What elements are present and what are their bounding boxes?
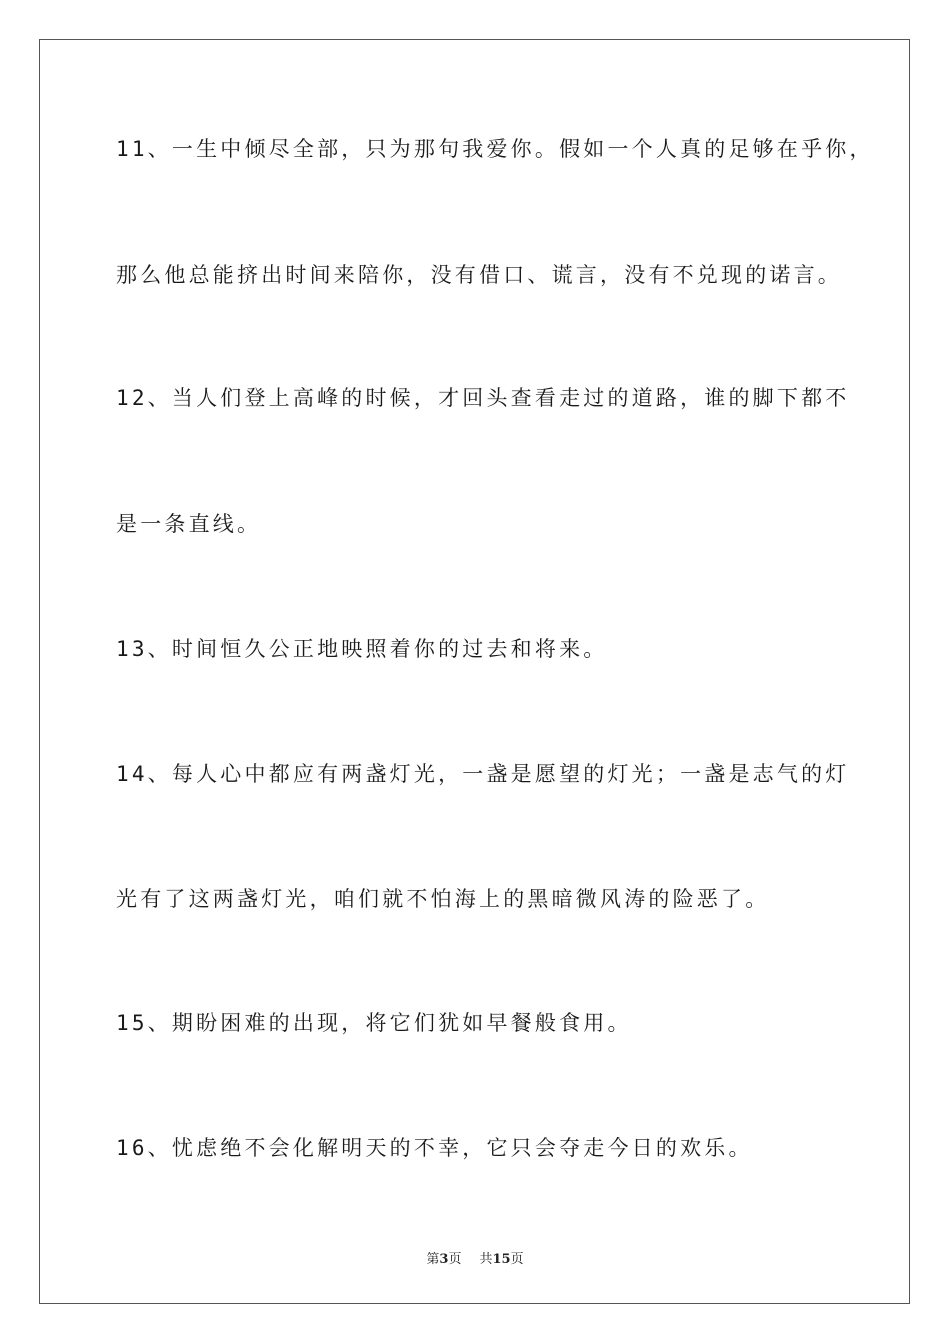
text-line: 16、忧虑绝不会化解明天的不幸，它只会夺走今日的欢乐。 (116, 1136, 753, 1160)
text-line: 14、每人心中都应有两盏灯光，一盏是愿望的灯光；一盏是志气的灯 (116, 762, 850, 786)
page-footer (0, 1248, 950, 1267)
page-number: 3 (439, 1252, 449, 1267)
text-line: 15、期盼困难的出现，将它们犹如早餐般食用。 (116, 1011, 632, 1035)
page-suffix: 页 (448, 1252, 462, 1267)
text-line: 11、一生中倾尽全部，只为那句我爱你。假如一个人真的足够在乎你， (116, 137, 874, 161)
total-prefix: 共 (479, 1252, 493, 1267)
text-line: 12、当人们登上高峰的时候，才回头查看走过的道路，谁的脚下都不 (116, 386, 850, 410)
text-line: 13、时间恒久公正地映照着你的过去和将来。 (116, 637, 608, 661)
text-line: 那么他总能挤出时间来陪你，没有借口、谎言，没有不兑现的诺言。 (116, 263, 842, 287)
total-suffix: 页 (510, 1252, 524, 1267)
page-border (39, 39, 910, 1304)
text-line: 是一条直线。 (116, 512, 262, 536)
text-line: 光有了这两盏灯光，咱们就不怕海上的黑暗微风涛的险恶了。 (116, 887, 770, 911)
page-prefix: 第 (426, 1252, 440, 1267)
total-pages: 15 (492, 1252, 511, 1267)
